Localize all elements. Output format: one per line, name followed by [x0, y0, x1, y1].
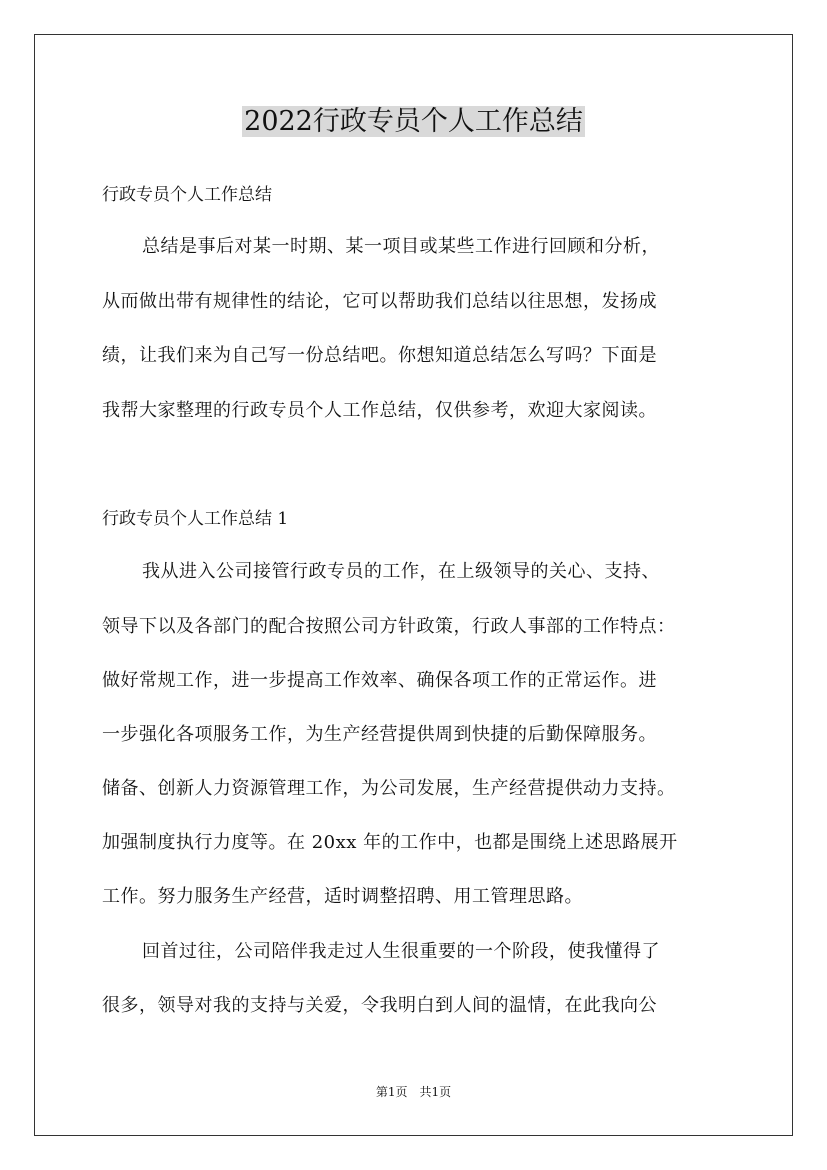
part1-heading: 行政专员个人工作总结 1 — [102, 509, 289, 529]
part1-line-5: 储备、创新人力资源管理工作，为公司发展，生产经营提供动力支持。 — [102, 778, 676, 799]
part1-line-7: 工作。努力服务生产经营，适时调整招聘、用工管理思路。 — [102, 886, 583, 907]
part2-line-1: 回首过往，公司陪伴我走过人生很重要的一个阶段，使我懂得了 — [142, 941, 660, 962]
intro-line-2: 从而做出带有规律性的结论，它可以帮助我们总结以往思想，发扬成 — [102, 291, 657, 312]
intro-line-3: 绩，让我们来为自己写一份总结吧。你想知道总结怎么写吗？下面是 — [102, 345, 657, 366]
intro-line-4: 我帮大家整理的行政专员个人工作总结，仅供参考，欢迎大家阅读。 — [102, 400, 657, 421]
document-title-text: 2022行政专员个人工作总结 — [244, 106, 583, 137]
part1-line-6: 加强制度执行力度等。在 20xx 年的工作中，也都是围绕上述思路展开 — [102, 832, 678, 853]
page-number-footer: 第1页 共1页 — [375, 1085, 452, 1099]
part2-line-2: 很多，领导对我的支持与关爱，令我明白到人间的温情，在此我向公 — [102, 995, 657, 1016]
document-title — [0, 100, 827, 144]
part1-line-2: 领导下以及各部门的配合按照公司方针政策，行政人事部的工作特点： — [102, 616, 676, 637]
part1-line-1: 我从进入公司接管行政专员的工作，在上级领导的关心、支持、 — [142, 561, 660, 582]
intro-line-1: 总结是事后对某一时期、某一项目或某些工作进行回顾和分析， — [142, 236, 660, 257]
part1-line-3: 做好常规工作，进一步提高工作效率、确保各项工作的正常运作。进 — [102, 670, 657, 691]
part1-line-4: 一步强化各项服务工作，为生产经营提供周到快捷的后勤保障服务。 — [102, 724, 657, 745]
section-heading: 行政专员个人工作总结 — [102, 185, 272, 205]
